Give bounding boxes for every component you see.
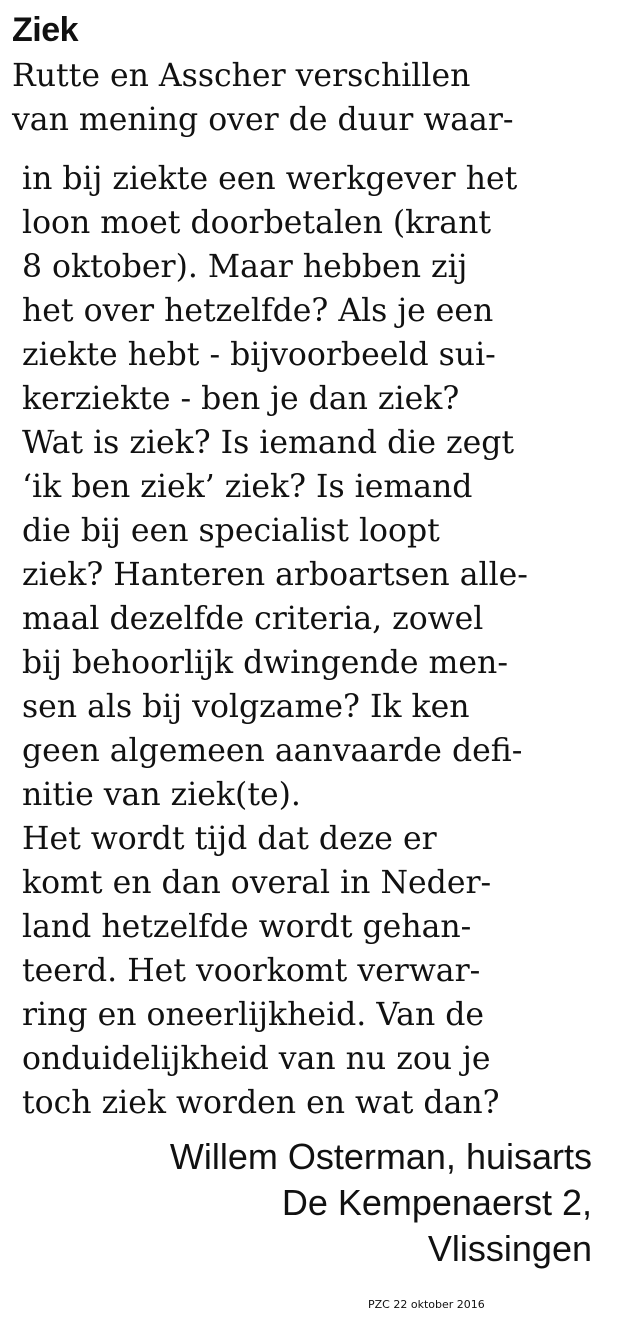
body-line: kerziekte - ben je dan ziek? [22,381,460,417]
body-line: maal dezelfde criteria, zowel [22,601,484,637]
body-line: ziekte hebt - bijvoorbeeld sui- [22,337,496,373]
body-line: Het wordt tijd dat deze er [22,821,437,857]
body-line: toch ziek worden en wat dan? [22,1085,500,1121]
body-line: sen als bij volgzame? Ik ken [22,689,470,725]
body-line: die bij een specialist loopt [22,513,440,549]
intro-line: van mening over de duur waar- [12,102,514,138]
body-line: ziek? Hanteren arboartsen alle- [22,557,528,593]
signature-line: Willem Osterman, huisarts [169,1136,592,1177]
body-line: 8 oktober). Maar hebben zij [22,249,468,285]
body-line: land hetzelfde wordt gehan- [22,909,472,945]
body-line: teerd. Het voorkomt verwar- [22,953,481,989]
body-line: komt en dan overal in Neder- [22,865,492,901]
signature-line: Vlissingen [427,1228,592,1269]
body-line: het over hetzelfde? Als je een [22,293,494,329]
body-line: in bij ziekte een werkgever het [22,161,518,197]
letter-title: Ziek [12,11,79,49]
body-line: loon moet doorbetalen (krant [22,205,492,241]
body-line: geen algemeen aanvaarde defi- [22,733,523,769]
body-line: ‘ik ben ziek’ ziek? Is iemand [22,469,473,505]
body-line: ring en oneerlijkheid. Van de [22,997,485,1033]
source-note: PZC 22 oktober 2016 [368,1298,485,1311]
intro-line: Rutte en Asscher verschillen [12,58,471,94]
body-line: onduidelijkheid van nu zou je [22,1041,491,1077]
body-line: nitie van ziek(te). [22,777,301,813]
signature-line: De Kempenaerst 2, [281,1182,592,1223]
body-line: Wat is ziek? Is iemand die zegt [22,425,515,461]
body-line: bij behoorlijk dwingende men- [22,645,508,681]
